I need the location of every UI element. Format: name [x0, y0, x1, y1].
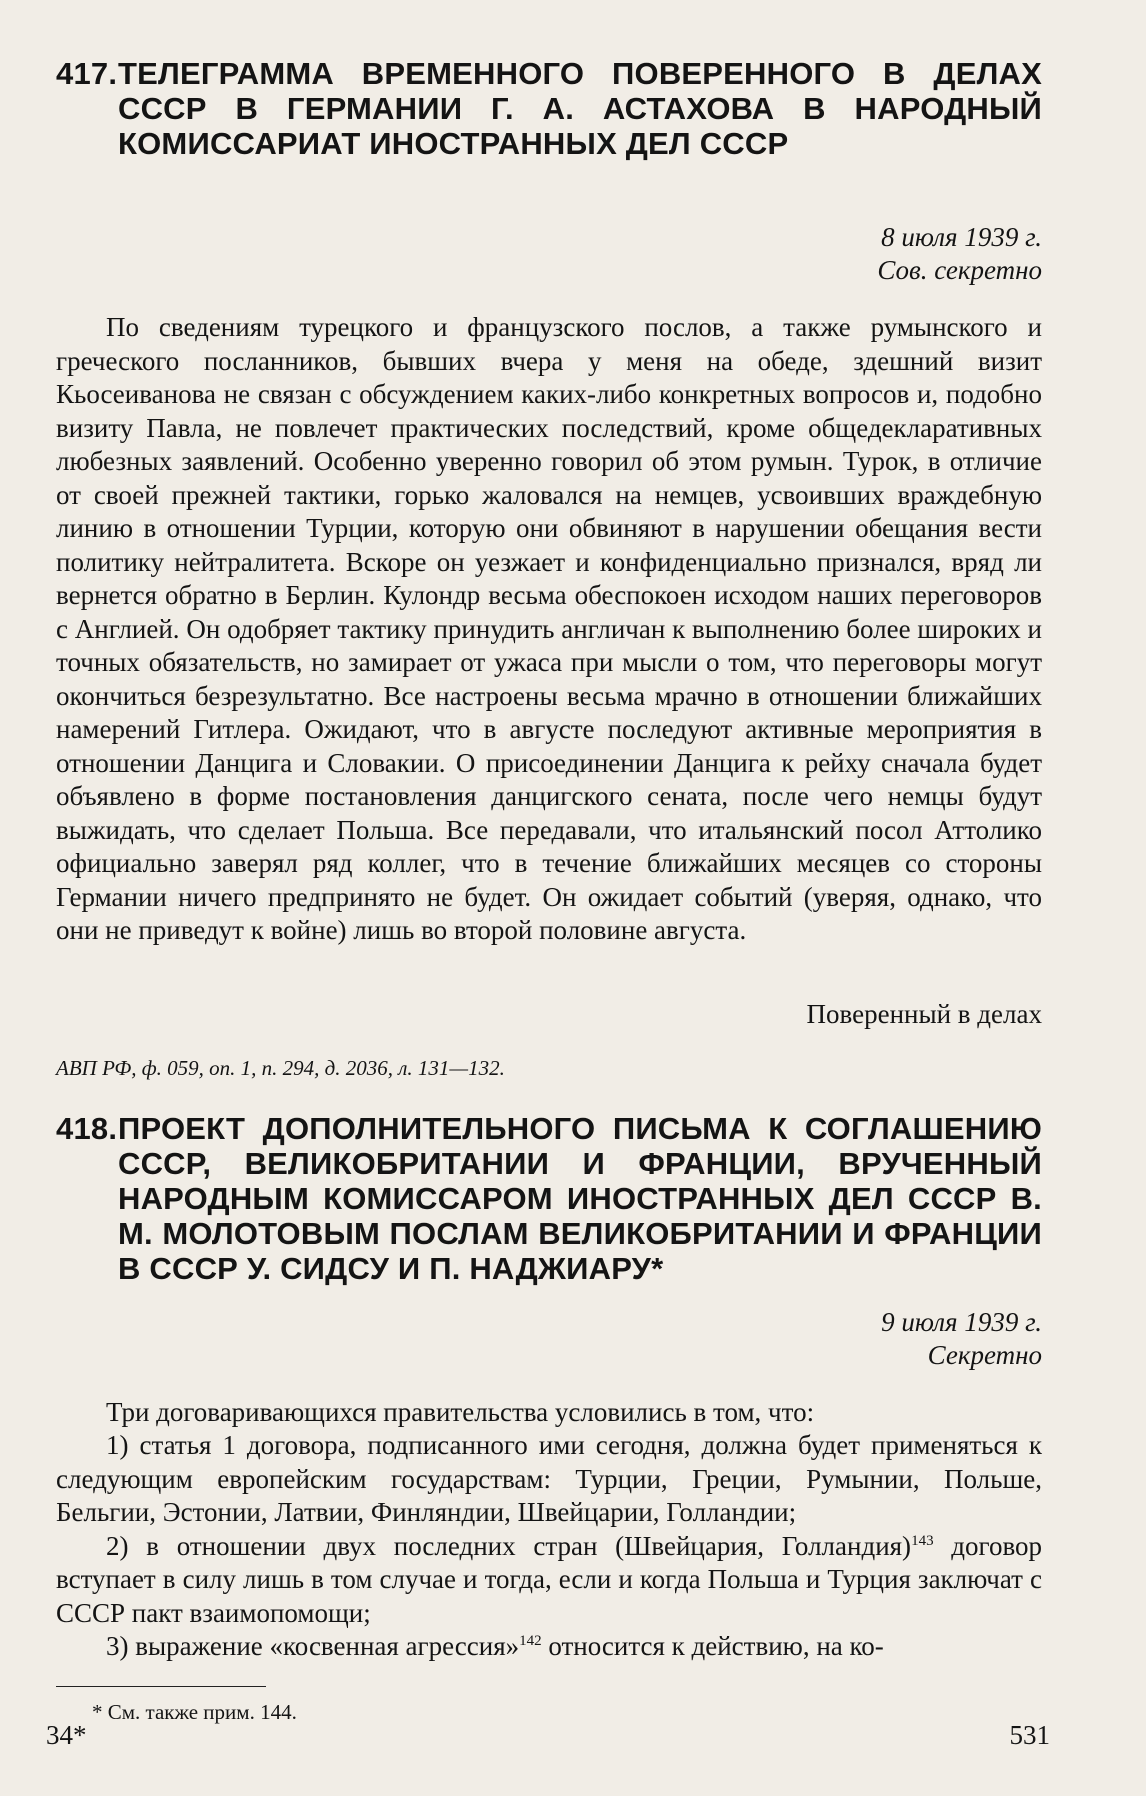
folio-signature-mark: 34*: [46, 1720, 87, 1750]
doc-417-meta: [56, 221, 1042, 287]
doc-417-signature: Поверенный в делах: [806, 998, 1042, 1029]
doc-418-intro: Три договаривающихся правительства условились в том, что:: [106, 1396, 815, 1427]
doc-418-classification: Секретно: [927, 1339, 1042, 1370]
doc-418-item-3-cont: относится к действию, на ко-: [541, 1631, 884, 1661]
doc-418-item-2-cont: договор вступает в силу лишь в том случае и тогда, если и когда Польша и Турция заключат с СССР пакт взаимопомощи;: [56, 1530, 1043, 1628]
doc-418-item-2: [56, 1530, 1042, 1631]
doc-418-heading: [56, 1111, 1042, 1286]
doc-418-item-3-ref: 142: [519, 1633, 542, 1649]
doc-418-item-3-text: 3) выражение «косвенная агрессия»: [106, 1631, 520, 1661]
doc-417-title: ТЕЛЕГРАММА ВРЕМЕННОГО ПОВЕРЕННОГО В ДЕЛАХ СССР В ГЕРМАНИИ Г. А. АСТАХОВА В НАРОДНЫЙ КОМИССАРИАТ ИНОСТРАННЫХ ДЕЛ СССР: [118, 56, 1042, 161]
doc-417-source: АВП РФ, ф. 059, оп. 1, п. 294, д. 2036, л. 131—132.: [56, 1055, 505, 1080]
footnote-divider: [56, 1686, 266, 1687]
footnote: * См. также прим. 144.: [92, 1699, 297, 1724]
doc-418-meta: [56, 1306, 1042, 1372]
doc-418-date: 9 июля 1939 г.: [881, 1306, 1042, 1337]
doc-418-title: ПРОЕКТ ДОПОЛНИТЕЛЬНОГО ПИСЬМА К СОГЛАШЕНИЮ СССР, ВЕЛИКОБРИТАНИИ И ФРАНЦИИ, ВРУЧЕННЫЙ НАРОДНЫМ КОМИССАРОМ ИНОСТРАННЫХ ДЕЛ СССР В. М. МОЛОТОВЫМ ПОСЛАМ ВЕЛИКОБРИТАНИИ И ФРАНЦИИ В СССР У. СИДСУ И П. НАДЖИАРУ*: [118, 1110, 1042, 1286]
doc-417-heading: [56, 56, 1042, 161]
page-number: 531: [1009, 1720, 1050, 1750]
doc-418-item-2-text: 2) в отношении двух последних стран (Швейцария, Голландия): [106, 1530, 912, 1561]
doc-418-item-1: 1) статья 1 договора, подписанного ими сегодня, должна будет применяться к следующим европейским государствам: Турции, Греции, Румынии, Польше, Бельгии, Эстонии, Латвии, Финляндии, Швейцарии, Голландии;: [56, 1430, 1042, 1527]
doc-417-date: 8 июля 1939 г.: [881, 222, 1042, 252]
doc-418-number: 418.: [56, 1110, 118, 1146]
page: [56, 56, 1042, 1725]
doc-418-item-2-ref: 143: [911, 1532, 934, 1549]
doc-417-classification: Сов. секретно: [877, 255, 1042, 285]
doc-418-item-3: [56, 1630, 1042, 1664]
doc-417-body: По сведениям турецкого и французского послов, а также румынского и греческого посланников, бывших вчера у меня на обеде, здешний визит Кьосеиванова не связан с обсуждением каких-либо конкретных вопросов и, подобно визиту Павла, не повлечет практических последствий, кроме общедекларативных любезных заявлений. Особенно уверенно говорил об этом румын. Турок, в отличие от своей прежней тактики, горько жаловался на немцев, усвоивших враждебную линию в отношении Турции, которую они обвиняют в нарушении обещания вести политику нейтралитета. Вскоре он уезжает и конфиденциально признался, вряд ли вернется обратно в Берлин. Кулондр весьма обеспокоен исходом наших переговоров с Англией. Он одобряет тактику принудить англичан к выполнению более широких и точных обязательств, но замирает от ужаса при мысли о том, что переговоры могут окончиться безрезультатно. Все настроены весьма мрачно в отношении ближайших намерений Гитлера. Ожидают, что в августе последуют активные мероприятия в отношении Данцига и Словакии. О присоединении Данцига к рейху сначала будет объявлено в форме постановления данцигского сената, после чего немцы будут выжидать, что сделает Польша. Все передавали, что итальянский посол Аттолико официально заверял ряд коллег, что в течение ближайших месяцев со стороны Германии ничего предпринято не будет. Он ожидает событий (уверяя, однако, что они не приведут к войне) лишь во второй половине августа.: [56, 312, 1042, 945]
doc-417-number: 417.: [56, 56, 118, 91]
